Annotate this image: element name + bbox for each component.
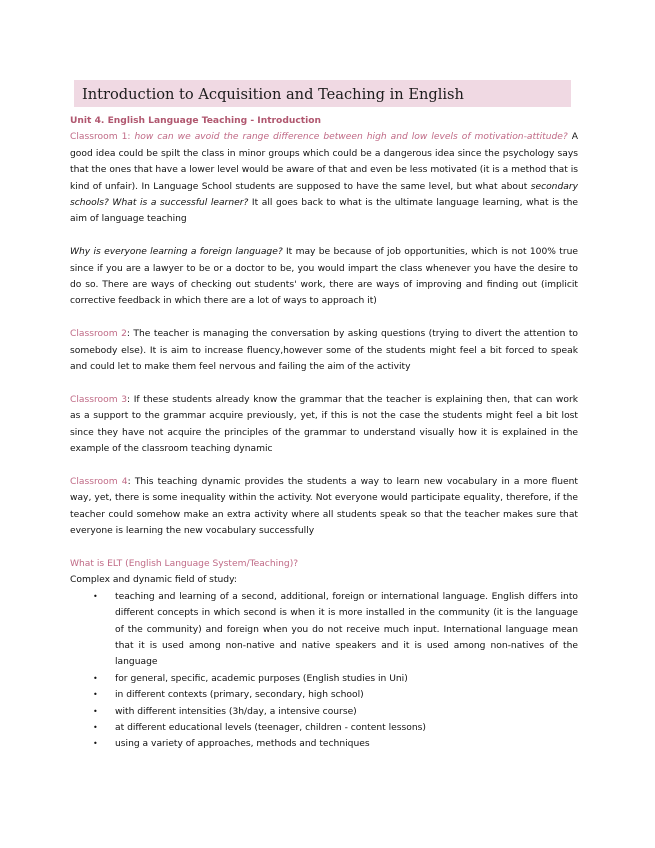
why-learning-text: It may be because of job opportunities, which is not 100% true since if you are a lawyer to be or a doctor to be, you would impart the class whenever you have the desire to do so. There are ways of checking out students' work, there are ways of improving and finding out (implicit corrective feedback in which there are a lot of ways to approach it) <box>70 247 578 307</box>
document-body <box>70 113 578 753</box>
list-item-text: in different contexts (primary, secondary, high school) <box>115 690 364 701</box>
classroom-3-label: Classroom 3 <box>70 394 128 405</box>
list-item-text: for general, specific, academic purposes (English studies in Uni) <box>115 673 408 684</box>
list-item-text: at different educational levels (teenager, children - content lessons) <box>115 722 426 733</box>
elt-heading: What is ELT (English Language System/Teaching)? <box>70 558 299 569</box>
classroom-1-question: how can we avoid the range difference between high and low levels of motivation-attitude? <box>134 132 568 143</box>
list-item <box>93 736 578 752</box>
bullet-icon: • <box>93 673 98 683</box>
unit-title: Unit 4. English Language Teaching - Introduction <box>70 116 322 126</box>
classroom-2-label: Classroom 2 <box>70 329 127 340</box>
list-item-text: with different intensities (3h/day, a intensive course) <box>115 706 357 717</box>
bullet-icon: • <box>93 739 98 749</box>
classroom-2-text: : The teacher is managing the conversation by asking questions (trying to divert the attention to somebody else). It is aim to increase fluency,however some of the students might feel a bit forced to speak and could let to make them feel nervous and failing the aim of the activity <box>70 329 578 373</box>
elt-intro: Complex and dynamic field of study: <box>70 575 237 586</box>
why-learning-paragraph <box>70 244 578 310</box>
bullet-icon: • <box>93 706 98 716</box>
classroom-4-label: Classroom 4 <box>70 476 128 487</box>
elt-bullet-list <box>70 589 578 753</box>
classroom-1-text-b: It all goes back to what is the ultimate language learning, what is the aim of language teaching <box>70 198 578 225</box>
classroom-1-label: Classroom 1 <box>70 132 128 143</box>
bullet-icon: • <box>93 722 98 732</box>
classroom-1-paragraph <box>70 129 578 227</box>
list-item <box>93 704 578 720</box>
list-item <box>93 687 578 703</box>
classroom-3-text: : If these students already know the grammar that the teacher is explaining then, that can work as a support to the grammar acquire previously, yet, if this is not the case the students might feel a bit lost since they have not acquire the principles of the grammar to understand visually how it is explained in the example of the classroom teaching dynamic <box>70 394 578 455</box>
classroom-2-paragraph <box>70 326 578 375</box>
classroom-1-italic-questions: secondary schools? What is a successful learner? <box>70 181 578 209</box>
bullet-icon: • <box>93 690 98 700</box>
classroom-1-text-a: A good idea could be spilt the class in minor groups which could be a dangerous idea since the psychology says that the ones that have a lower level would be aware of that and even be less motivated (it is a method that is kind of unfair). In Language School students are supposed to have the same level, but what about <box>70 132 578 192</box>
list-item <box>93 589 578 671</box>
list-item <box>93 720 578 736</box>
classroom-1-separator: : <box>127 132 135 143</box>
classroom-3-paragraph <box>70 392 578 458</box>
bullet-icon: • <box>93 591 98 601</box>
list-item <box>93 671 578 687</box>
classroom-4-text: : This teaching dynamic provides the students a way to learn new vocabulary in a more fluent way, yet, there is some inequality within the activity. Not everyone would participate equality, therefore, if the teacher could somehow make an extra activity where all students speak so that the teacher makes sure that everyone is learning the new vocabulary successfully <box>70 476 578 537</box>
list-item-text: teaching and learning of a second, additional, foreign or international language. English differs into different concepts in which second is when it is more installed in the community (it is the language of the community) and foreign when you do not receive much input. International language mean that it is used among non-native and native speakers and it is used among non-natives of the language <box>115 591 578 668</box>
classroom-4-paragraph <box>70 474 578 540</box>
list-item-text: using a variety of approaches, methods and techniques <box>115 739 370 750</box>
why-learning-question: Why is everyone learning a foreign language? <box>70 247 283 258</box>
page-banner-title: Introduction to Acquisition and Teaching in English <box>74 80 571 107</box>
